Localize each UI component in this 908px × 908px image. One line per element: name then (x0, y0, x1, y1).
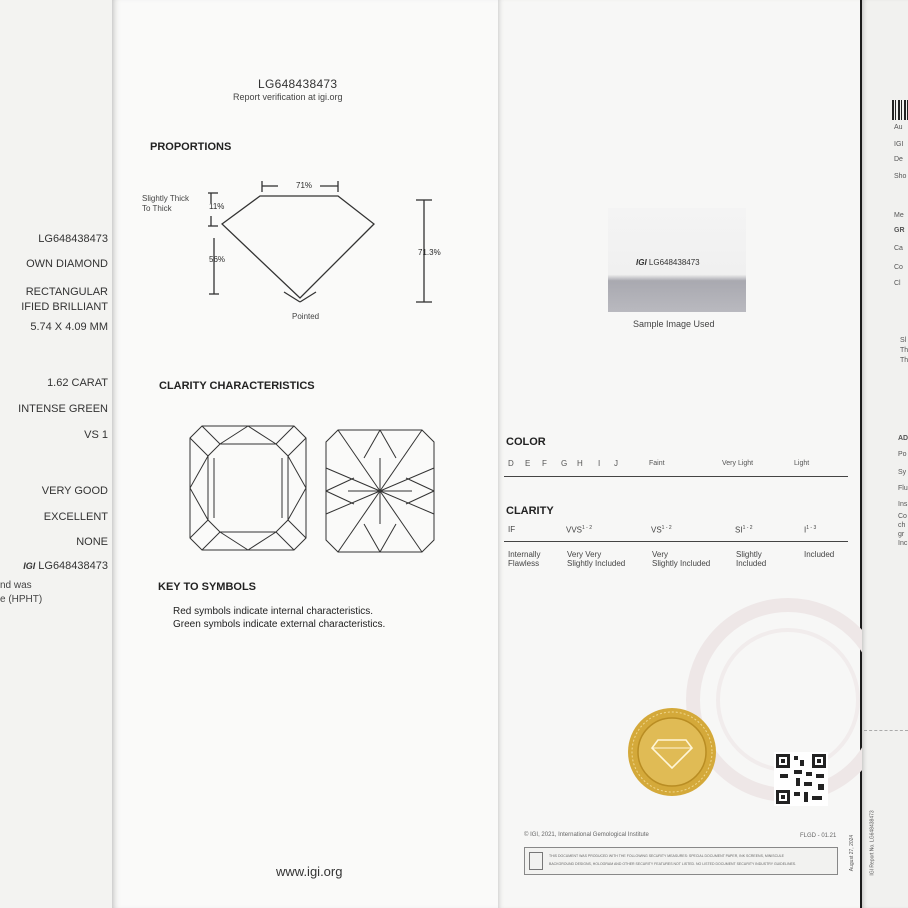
igi-logo-icon: IGI (23, 561, 36, 571)
tear-off-divider (864, 730, 908, 731)
right-label-1: Au (894, 124, 903, 131)
pavilion-percent: 56% (209, 255, 226, 264)
key-to-symbols-title: KEY TO SYMBOLS (158, 581, 257, 593)
right-label-14: Po (898, 451, 907, 458)
clarity-scale-divider (504, 541, 848, 542)
clarity-desc-vs: Very Slightly Included (652, 550, 711, 568)
clarity-grade-value: VS 1 (84, 429, 108, 441)
color-scale-title: COLOR (506, 436, 546, 448)
key-line-red: Red symbols indicate internal characteristics. (173, 606, 374, 617)
carat-value: 1.62 CARAT (47, 377, 108, 389)
right-label-19: ch (898, 522, 906, 529)
clarity-grade-if: IF (508, 525, 516, 534)
shape-value-2: IFIED BRILLIANT (21, 301, 108, 313)
clarity-characteristics-title: CLARITY CHARACTERISTICS (159, 380, 315, 392)
right-label-4: Sho (894, 173, 907, 180)
color-faint: Faint (649, 460, 665, 467)
color-light: Light (794, 460, 810, 467)
crown-plot-diagram (188, 424, 308, 552)
color-grade-g: G (561, 459, 568, 468)
color-grade-value: INTENSE GREEN (18, 403, 108, 415)
form-code: FLGD - 01.21 (800, 833, 837, 839)
sample-inscription-text: LG648438473 (648, 258, 700, 267)
clarity-grade-i: $I^{1 - 3}$ (804, 525, 817, 535)
right-label-7: Ca (894, 245, 903, 252)
grading-scales-panel (498, 0, 860, 908)
color-grade-h: H (577, 459, 583, 468)
barcode (892, 100, 908, 120)
right-label-6: GR (894, 227, 905, 234)
color-grade-e: E (525, 459, 531, 468)
report-number-value: LG648438473 (38, 233, 108, 245)
right-panel (849, 0, 908, 908)
girdle-label-2: To Thick (142, 204, 172, 213)
color-grade-i: I (598, 459, 601, 468)
polish-value: VERY GOOD (41, 485, 108, 497)
document-icon (529, 852, 543, 870)
left-panel (0, 0, 112, 908)
color-grade-j: J (614, 459, 618, 468)
right-label-21: Inc (898, 540, 908, 547)
table-percent: 71% (296, 181, 313, 190)
clarity-grade-vs: VS$^{1 - 2}$ (651, 525, 672, 535)
clarity-desc-i: Included (804, 550, 835, 559)
right-label-16: Flu (898, 485, 908, 492)
clarity-scale-title: CLARITY (506, 505, 554, 517)
vertical-report: IGI Report No. LG648438473 (869, 810, 876, 876)
pavilion-plot-diagram (324, 428, 436, 554)
security-line-1: THIS DOCUMENT WAS PRODUCED WITH THE FOLLOWING SECURITY MEASURES: SPECIAL DOCUMENT PAPER, INK SCREENS, MINISCULE (549, 854, 784, 858)
right-label-2: IGI (894, 141, 904, 148)
vertical-date: August 27, 2024 (849, 834, 856, 872)
right-label-10: Sl (900, 337, 907, 344)
security-box (524, 847, 838, 875)
igi-logo-icon: IGI (636, 258, 647, 267)
fluorescence-value: NONE (76, 536, 108, 548)
proportions-title: PROPORTIONS (150, 141, 232, 153)
right-label-5: Me (894, 212, 904, 219)
right-label-13: AD (898, 435, 908, 442)
clarity-desc-if: Internally Flawless (508, 550, 541, 568)
key-line-green: Green symbols indicate external characteristics. (173, 619, 386, 630)
right-label-18: Co (898, 513, 907, 520)
qr-code[interactable] (774, 752, 828, 806)
right-label-8: Co (894, 264, 903, 271)
right-label-12: Th (900, 357, 908, 364)
right-label-20: gr (898, 531, 905, 538)
verification-text: Report verification at igi.org (233, 92, 343, 102)
color-grade-d: D (508, 459, 514, 468)
igi-seal-icon (626, 706, 718, 798)
clarity-desc-si: Slightly Included (736, 550, 767, 568)
shape-value-1: RECTANGULAR (25, 286, 108, 298)
right-label-17: Ins (898, 501, 908, 508)
measurements-value: 5.74 X 4.09 MM (30, 321, 108, 333)
crown-percent: 11% (209, 202, 225, 211)
inscription-value (23, 560, 108, 572)
security-line-2: BACKGROUND DESIGNS, HOLOGRAM AND OTHER SECURITY FEATURES NOT LISTED. NO LISTED DOCUMENT SECURITY INDUSTRY GUIDELINES. (549, 862, 797, 866)
depth-percent: 71.3% (418, 248, 441, 257)
proportions-panel (112, 0, 498, 908)
clarity-grade-si: SI$^{1 - 2}$ (735, 525, 753, 535)
sample-inscription (636, 258, 700, 267)
clarity-grade-vvs: VVS$^{1 - 2}$ (566, 525, 593, 535)
clarity-desc-vvs: Very Very Slightly Included (567, 550, 626, 568)
culet-label: Pointed (292, 312, 320, 321)
right-label-11: Th (900, 347, 908, 354)
comment-line-1: nd was (0, 580, 32, 591)
right-label-9: Cl (894, 280, 901, 287)
color-scale-divider (504, 476, 848, 477)
color-very-light: Very Light (722, 460, 754, 467)
description-value: OWN DIAMOND (26, 258, 108, 270)
website-link[interactable]: www.igi.org (276, 864, 343, 879)
symmetry-value: EXCELLENT (43, 511, 108, 523)
right-label-15: Sy (898, 469, 907, 476)
inscription-text: LG648438473 (38, 560, 108, 572)
color-grade-f: F (542, 459, 547, 468)
report-number: LG648438473 (258, 77, 338, 91)
copyright-text: © IGI, 2021, International Gemological Institute (524, 832, 649, 838)
right-label-3: De (894, 156, 903, 163)
sample-caption: Sample Image Used (633, 319, 715, 329)
girdle-label-1: Slightly Thick (142, 194, 189, 203)
comment-line-2: e (HPHT) (0, 594, 43, 605)
